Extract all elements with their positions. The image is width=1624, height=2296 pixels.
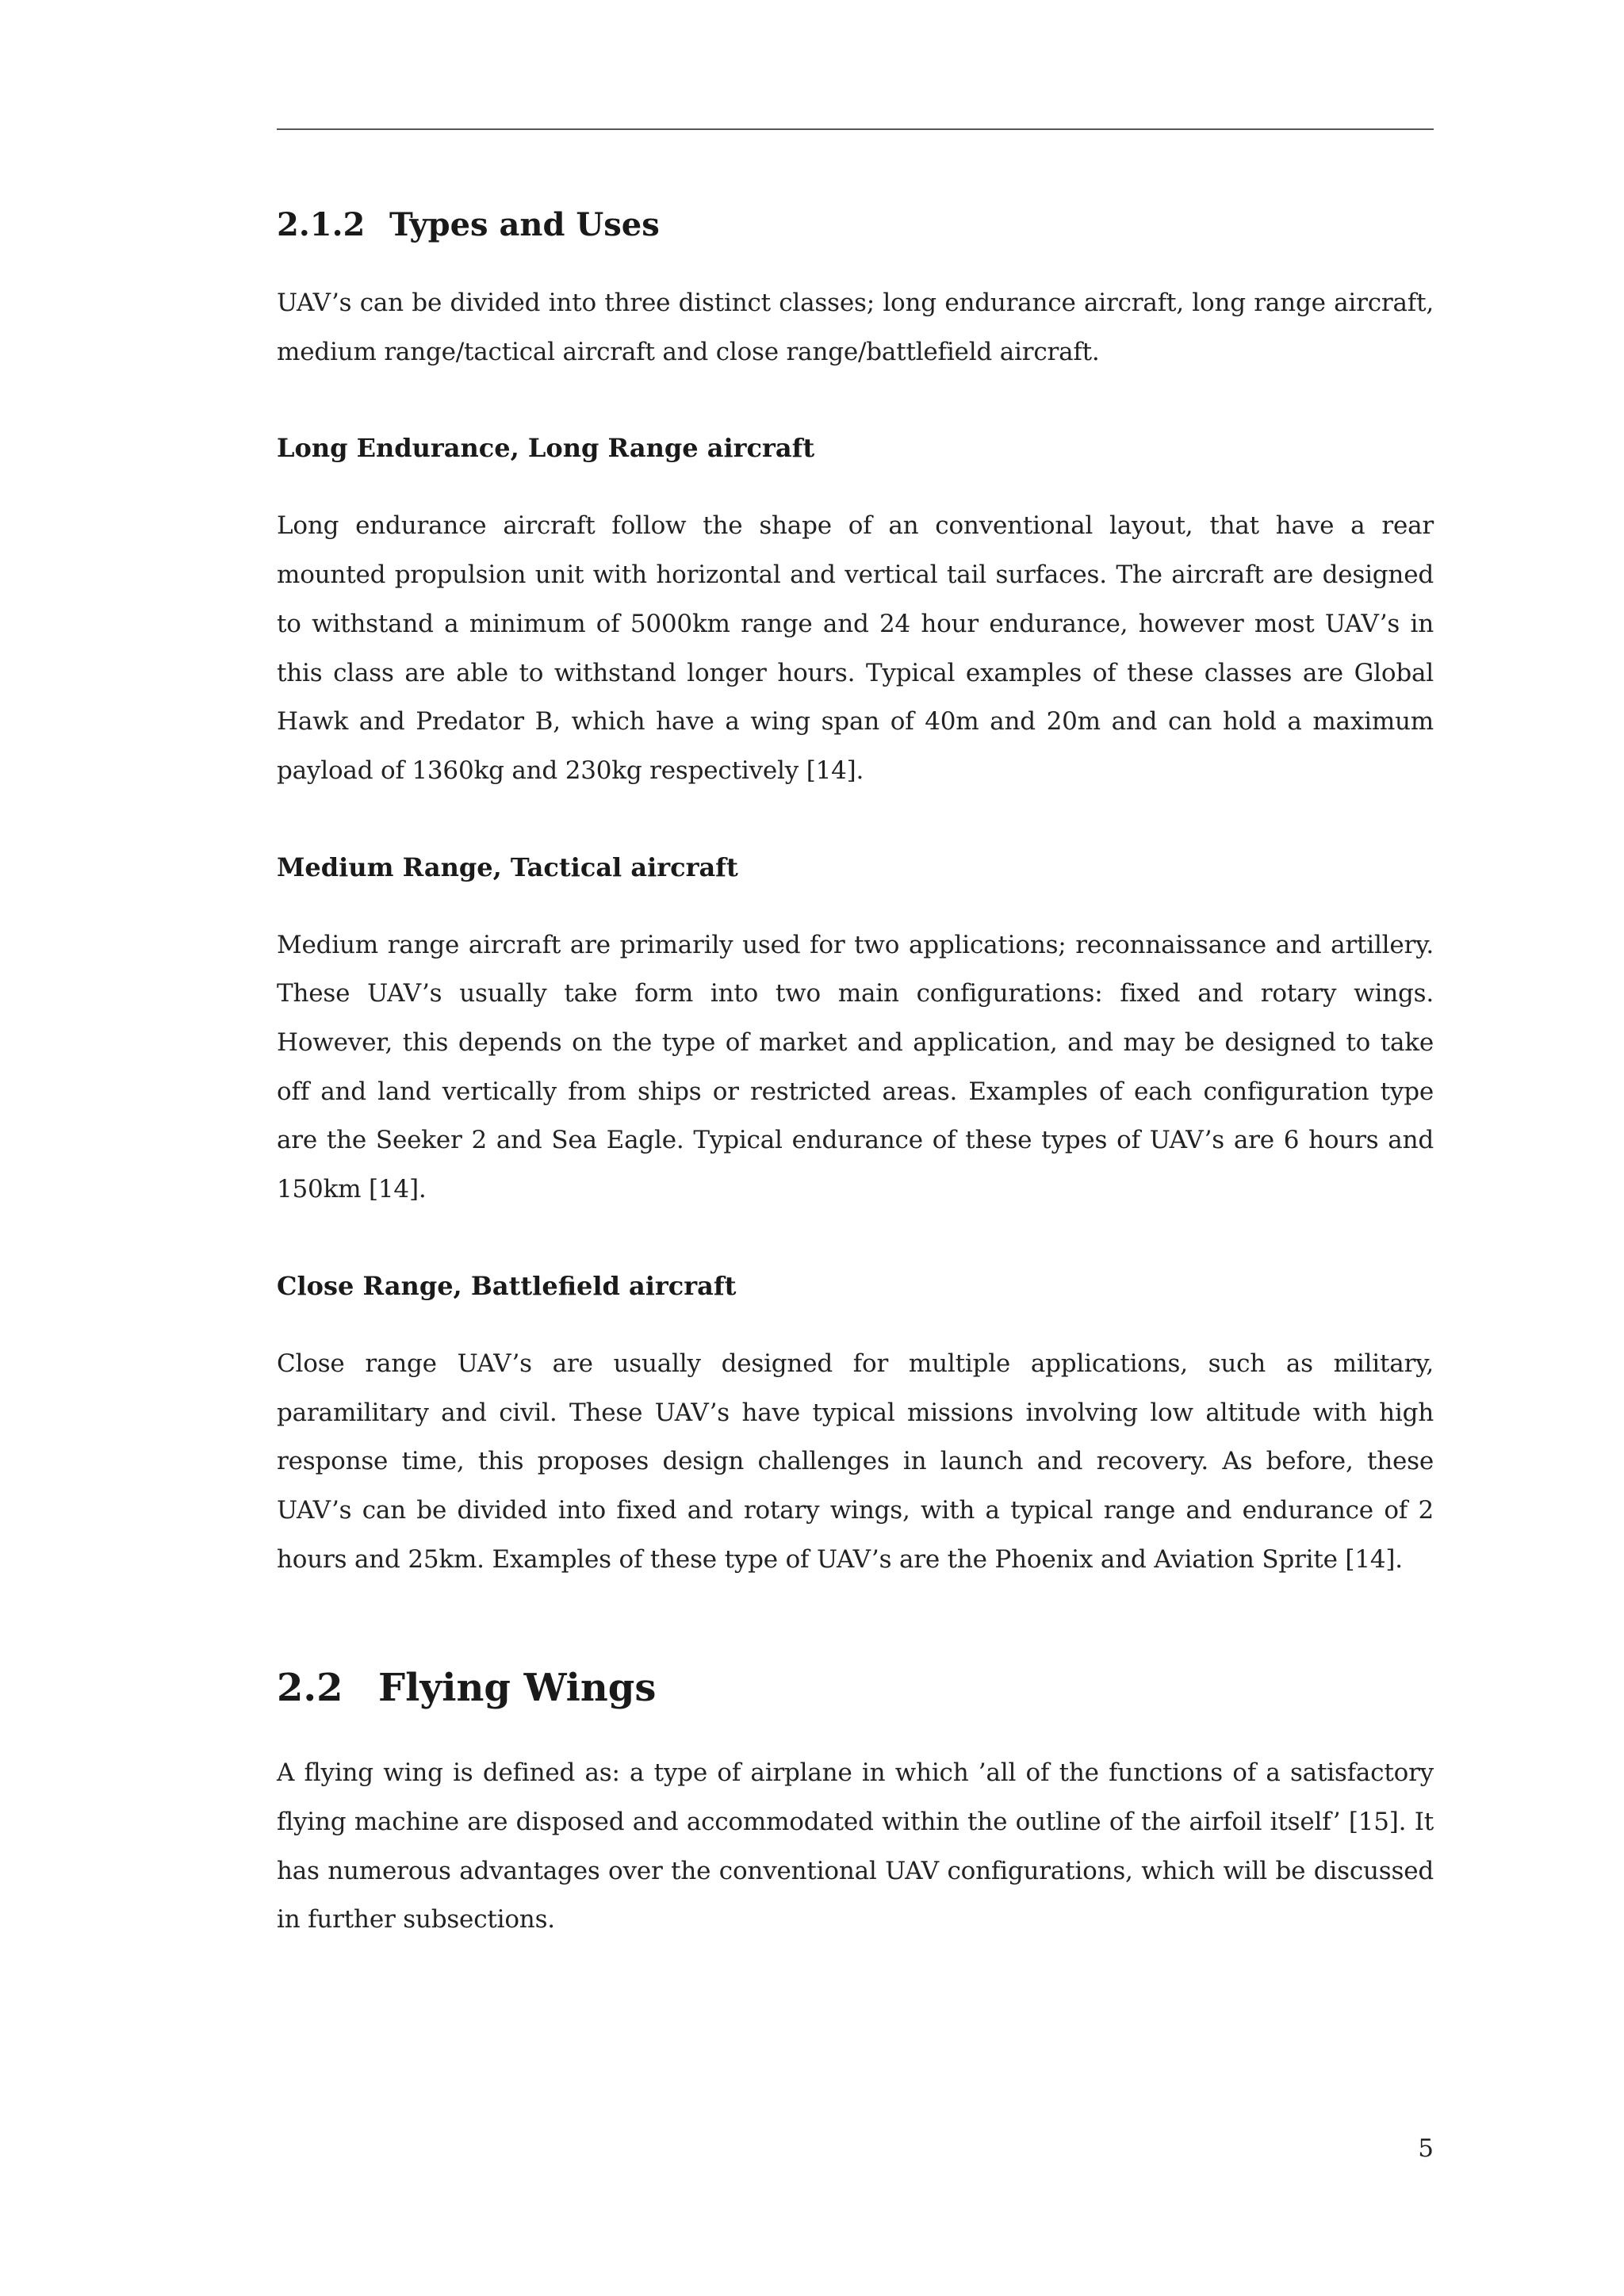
section-body: A flying wing is defined as: a type of airplane in which ’all of the functions of a satisfactory flying machine are disposed and accommodated within the outline of the airfoil itself’ [15]. It has numerous advantages over the conventional UAV configurations, which will be discussed in further subsections. bbox=[277, 1758, 1434, 1934]
section-heading bbox=[277, 1662, 1434, 1714]
header-rule bbox=[277, 128, 1434, 130]
paragraph-heading-medium-range: Medium Range, Tactical aircraft bbox=[277, 851, 738, 882]
paragraph-heading-long-endurance: Long Endurance, Long Range aircraft bbox=[277, 433, 815, 464]
paragraph-long-endurance: Long endurance aircraft follow the shape of an conventional layout, that have a rear mounted propulsion unit with horizontal and vertical tail surfaces. The aircraft are designed to withstand a minimum of 5000km range and 24 hour endurance, however most UAV’s in this class are able to withstand longer hours. Typical examples of these classes are Global Hawk and Predator B, which have a wing span of 40m and 20m and can hold a maximum payload of 1360kg and 230kg respectively [14]. bbox=[277, 511, 1434, 785]
page-number: 5 bbox=[1418, 2134, 1434, 2163]
paragraph-heading-close-range: Close Range, Battlefield aircraft bbox=[277, 1270, 737, 1301]
subsection-heading bbox=[277, 203, 1434, 247]
page-content bbox=[277, 203, 1434, 1945]
subsection-title: Types and Uses bbox=[389, 206, 660, 243]
subsection-intro: UAV’s can be divided into three distinct classes; long endurance aircraft, long range aircraft, medium range/tactical aircraft and close range/battlefield aircraft. bbox=[277, 289, 1434, 366]
paragraph-medium-range: Medium range aircraft are primarily used for two applications; reconnaissance and artillery. These UAV’s usually take form into two main configurations: fixed and rotary wings. However, this depends on the type of market and application, and may be designed to take off and land vertically from ships or restricted areas. Examples of each configuration type are the Seeker 2 and Sea Eagle. Typical endurance of these types of UAV’s are 6 hours and 150km [14]. bbox=[277, 930, 1434, 1204]
section-number: 2.2 bbox=[277, 1666, 343, 1711]
paragraph-close-range: Close range UAV’s are usually designed for multiple applications, such as military, paramilitary and civil. These UAV’s have typical missions involving low altitude with high response time, this proposes design challenges in launch and recovery. As before, these UAV’s can be divided into fixed and rotary wings, with a typical range and endurance of 2 hours and 25km. Examples of these type of UAV’s are the Phoenix and Aviation Sprite [14]. bbox=[277, 1349, 1434, 1574]
subsection-number: 2.1.2 bbox=[277, 206, 366, 243]
section-title: Flying Wings bbox=[378, 1666, 657, 1711]
